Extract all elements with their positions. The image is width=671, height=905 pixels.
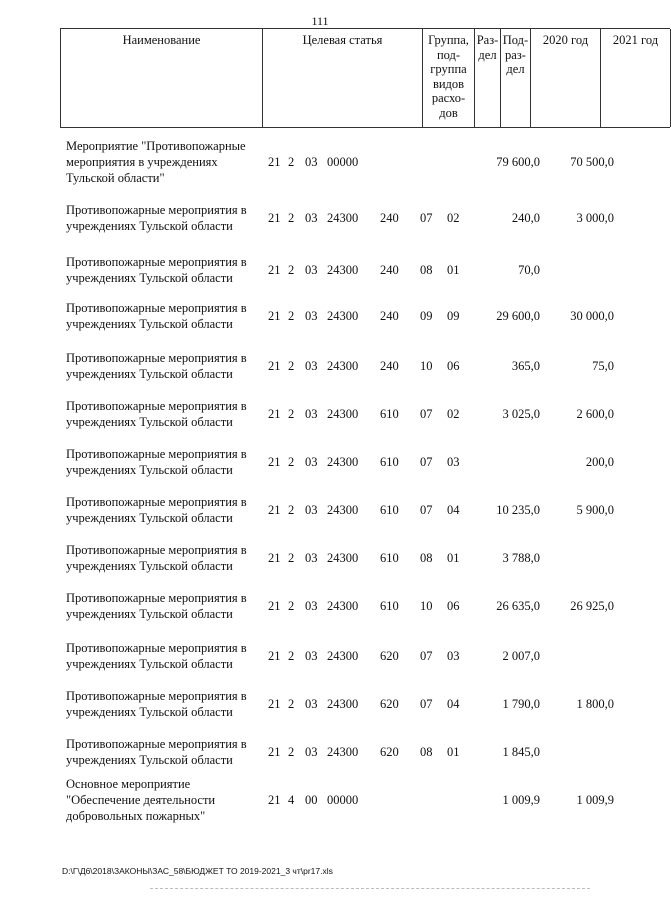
cell-grp: 240 — [380, 263, 399, 277]
cell-t1: 21 — [268, 793, 281, 807]
cell-sec: 09 — [420, 309, 433, 323]
cell-t2: 2 — [288, 649, 295, 663]
cell-sub: 04 — [447, 503, 460, 517]
header-subsection: Под- раз- дел — [501, 29, 531, 127]
cell-v2020: 1 009,9 — [502, 793, 540, 807]
row-name: Противопожарные мероприятия в учреждениях Тульской области — [66, 301, 247, 331]
cell-grp: 610 — [380, 599, 399, 613]
file-path-footer: D:\Г\Д6\2018\ЗАКОНЫ\ЗАС_58\БЮДЖЕТ ТО 2019-2021_3 чт\pr17.xls — [62, 866, 333, 876]
cell-t3: 03 — [305, 649, 318, 663]
cell-t1: 21 — [268, 407, 281, 421]
cell-t2: 2 — [288, 211, 295, 225]
cell-grp: 620 — [380, 697, 399, 711]
cell-t1: 21 — [268, 503, 281, 517]
row-name: Противопожарные мероприятия в учреждениях Тульской области — [66, 543, 247, 573]
cell-v2020: 1 790,0 — [502, 697, 540, 711]
cell-v2021: 1 800,0 — [576, 697, 614, 711]
row-name: Противопожарные мероприятия в учреждениях Тульской области — [66, 591, 247, 621]
cell-t4: 00000 — [327, 793, 359, 807]
row-name: Противопожарные мероприятия в учреждениях Тульской области — [66, 399, 247, 429]
cell-t2: 2 — [288, 599, 295, 613]
cell-t4: 24300 — [327, 697, 359, 711]
cell-grp: 240 — [380, 211, 399, 225]
cell-t3: 03 — [305, 309, 318, 323]
cell-grp: 240 — [380, 309, 399, 323]
cell-t1: 21 — [268, 155, 281, 169]
cell-v2020: 79 600,0 — [496, 155, 540, 169]
cell-t3: 03 — [305, 407, 318, 421]
cell-v2021: 200,0 — [585, 455, 614, 469]
page-number: 111 — [311, 14, 329, 28]
cell-t3: 03 — [305, 551, 318, 565]
cell-t4: 24300 — [327, 407, 359, 421]
cell-sub: 09 — [447, 309, 460, 323]
row-name: Противопожарные мероприятия в учреждениях Тульской области — [66, 689, 247, 719]
cell-sub: 06 — [447, 359, 460, 373]
cell-t4: 24300 — [327, 551, 359, 565]
cell-t2: 2 — [288, 407, 295, 421]
header-2021: 2021 год — [601, 29, 671, 127]
cell-t2: 2 — [288, 503, 295, 517]
cell-t1: 21 — [268, 211, 281, 225]
cell-t4: 24300 — [327, 649, 359, 663]
cell-sub: 01 — [447, 263, 460, 277]
cell-v2020: 10 235,0 — [496, 503, 540, 517]
cell-v2021: 75,0 — [592, 359, 614, 373]
cell-v2021: 5 900,0 — [576, 503, 614, 517]
cell-v2020: 240,0 — [511, 211, 540, 225]
cell-grp: 610 — [380, 455, 399, 469]
cell-sub: 03 — [447, 455, 460, 469]
cell-sub: 03 — [447, 649, 460, 663]
cell-sec: 07 — [420, 211, 433, 225]
cell-t3: 00 — [305, 793, 318, 807]
row-name: Противопожарные мероприятия в учреждениях Тульской области — [66, 641, 247, 671]
cell-sec: 10 — [420, 359, 433, 373]
cell-t1: 21 — [268, 551, 281, 565]
cell-t1: 21 — [268, 359, 281, 373]
cell-t2: 2 — [288, 309, 295, 323]
cell-v2020: 365,0 — [511, 359, 540, 373]
header-group: Группа, под- группа видов расхо- дов — [423, 29, 475, 127]
cell-t3: 03 — [305, 359, 318, 373]
cell-t2: 2 — [288, 697, 295, 711]
cell-sub: 04 — [447, 697, 460, 711]
row-name: Противопожарные мероприятия в учреждениях Тульской области — [66, 737, 247, 767]
cell-t2: 2 — [288, 745, 295, 759]
cell-v2020: 29 600,0 — [496, 309, 540, 323]
header-name: Наименование — [61, 29, 263, 127]
row-name: Основное мероприятие "Обеспечение деятельности добровольных пожарных" — [66, 777, 216, 823]
cell-t4: 24300 — [327, 263, 359, 277]
cell-v2020: 3 025,0 — [502, 407, 540, 421]
cell-v2020: 1 845,0 — [502, 745, 540, 759]
cell-t4: 00000 — [327, 155, 359, 169]
row-name: Противопожарные мероприятия в учреждениях Тульской области — [66, 447, 247, 477]
cell-grp: 610 — [380, 407, 399, 421]
cell-t3: 03 — [305, 155, 318, 169]
cell-t1: 21 — [268, 745, 281, 759]
cell-v2020: 3 788,0 — [502, 551, 540, 565]
table-header — [60, 28, 670, 128]
cell-v2021: 2 600,0 — [576, 407, 614, 421]
row-name: Противопожарные мероприятия в учреждениях Тульской области — [66, 351, 247, 381]
cell-t1: 21 — [268, 455, 281, 469]
cell-t1: 21 — [268, 263, 281, 277]
cell-sec: 07 — [420, 407, 433, 421]
cell-v2020: 70,0 — [518, 263, 540, 277]
cell-t4: 24300 — [327, 211, 359, 225]
cell-t2: 2 — [288, 359, 295, 373]
cell-grp: 620 — [380, 649, 399, 663]
cell-t2: 2 — [288, 551, 295, 565]
cell-t3: 03 — [305, 211, 318, 225]
cell-sec: 07 — [420, 455, 433, 469]
cell-v2021: 26 925,0 — [570, 599, 614, 613]
cell-v2021: 3 000,0 — [576, 211, 614, 225]
header-target: Целевая статья — [263, 29, 423, 127]
cell-t3: 03 — [305, 599, 318, 613]
cell-v2021: 1 009,9 — [576, 793, 614, 807]
cell-v2020: 26 635,0 — [496, 599, 540, 613]
cell-t4: 24300 — [327, 503, 359, 517]
cell-v2020: 2 007,0 — [502, 649, 540, 663]
cell-t4: 24300 — [327, 359, 359, 373]
cell-t2: 2 — [288, 455, 295, 469]
cell-t1: 21 — [268, 697, 281, 711]
cell-t3: 03 — [305, 455, 318, 469]
cell-t2: 4 — [288, 793, 295, 807]
cell-t3: 03 — [305, 745, 318, 759]
row-name: Противопожарные мероприятия в учреждениях Тульской области — [66, 495, 247, 525]
cell-t3: 03 — [305, 263, 318, 277]
cell-t1: 21 — [268, 599, 281, 613]
cell-t1: 21 — [268, 649, 281, 663]
cell-v2021: 30 000,0 — [570, 309, 614, 323]
cell-sec: 08 — [420, 745, 433, 759]
cell-t4: 24300 — [327, 309, 359, 323]
cell-sec: 10 — [420, 599, 433, 613]
header-2020: 2020 год — [531, 29, 601, 127]
cell-t4: 24300 — [327, 455, 359, 469]
cell-sub: 01 — [447, 745, 460, 759]
cell-grp: 620 — [380, 745, 399, 759]
cell-t3: 03 — [305, 697, 318, 711]
cell-sec: 07 — [420, 697, 433, 711]
cell-t1: 21 — [268, 309, 281, 323]
row-name: Мероприятие "Противопожарные мероприятия в учреждениях Тульской области" — [66, 139, 246, 185]
row-name: Противопожарные мероприятия в учреждениях Тульской области — [66, 203, 247, 233]
cell-sub: 02 — [447, 211, 460, 225]
cell-t2: 2 — [288, 155, 295, 169]
cell-grp: 240 — [380, 359, 399, 373]
cell-v2021: 70 500,0 — [570, 155, 614, 169]
cell-t4: 24300 — [327, 599, 359, 613]
row-name: Противопожарные мероприятия в учреждениях Тульской области — [66, 255, 247, 285]
cell-sub: 06 — [447, 599, 460, 613]
cell-grp: 610 — [380, 503, 399, 517]
cell-sub: 01 — [447, 551, 460, 565]
cell-t3: 03 — [305, 503, 318, 517]
cell-sec: 08 — [420, 263, 433, 277]
cell-sec: 07 — [420, 649, 433, 663]
header-section: Раз- дел — [475, 29, 501, 127]
cell-sec: 08 — [420, 551, 433, 565]
cell-sub: 02 — [447, 407, 460, 421]
cell-t4: 24300 — [327, 745, 359, 759]
page-divider — [150, 888, 590, 889]
cell-t2: 2 — [288, 263, 295, 277]
cell-grp: 610 — [380, 551, 399, 565]
cell-sec: 07 — [420, 503, 433, 517]
